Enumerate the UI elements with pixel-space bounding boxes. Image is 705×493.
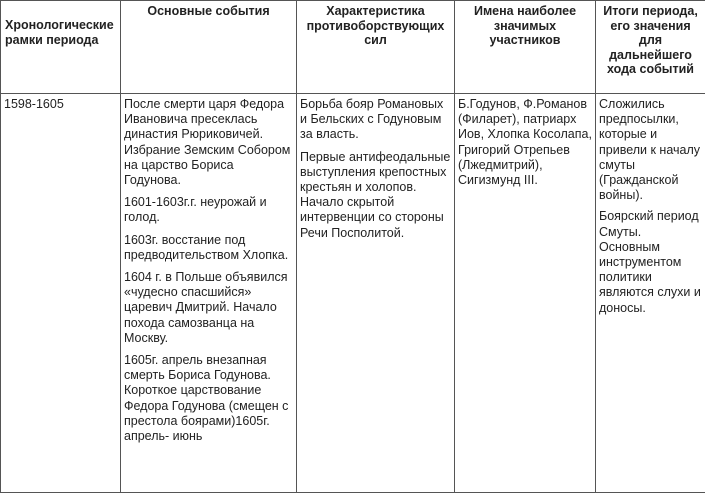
header-row (1, 1, 705, 94)
event-item: 1603г. восстание под предводительством Хлопка. (124, 232, 289, 262)
header-participants: Имена наиболее значимых участников (455, 1, 596, 94)
event-item: 1605г. апрель внезапная смерть Бориса Годунова. Короткое царствование Федора Годунова (смещен с престола боярами)1605г. апрель- июнь (124, 353, 289, 444)
cell-results (596, 94, 705, 493)
results-item: Сложились предпосылки, которые и привели к началу смуты (Гражданской войны). (599, 97, 701, 203)
participants-item: Б.Годунов, Ф.Романов (Филарет), патриарх Иов, Хлопка Косолапа, Григорий Отрепьев (Лжедмитрий), Сигизмунд III. (458, 97, 592, 188)
cell-forces (297, 94, 455, 493)
event-item: После смерти царя Федора Ивановича пресеклась династия Рюриковичей. Избрание Земским Собором на царство Бориса Годунова. (124, 97, 291, 188)
forces-item: Первые антифеодальные выступления крепостных крестьян и холопов. Начало скрытой интервенции со стороны Речи Посполитой. (300, 149, 451, 240)
cell-period: 1598-1605 (1, 94, 121, 493)
header-events: Основные события (121, 1, 297, 94)
results-item: Боярский период Смуты. Основным инструментом политики являются слухи и доносы. (599, 209, 701, 315)
forces-item: Борьба бояр Романовых и Бельских с Годуновым за власть. (300, 97, 444, 142)
event-item: 1604 г. в Польше объявился «чудесно спасшийся» царевич Дмитрий. Начало похода самозванца на Москву. (124, 270, 288, 345)
cell-events (121, 94, 297, 493)
event-item: 1601-1603г.г. неурожай и голод. (124, 195, 267, 225)
header-period: Хронологические рамки периода (1, 1, 121, 94)
header-forces: Характеристика противоборствующих сил (297, 1, 455, 94)
table-row (1, 94, 705, 493)
header-results: Итоги периода, его значения для дальнейшего хода событий (596, 1, 705, 94)
cell-participants (455, 94, 596, 493)
